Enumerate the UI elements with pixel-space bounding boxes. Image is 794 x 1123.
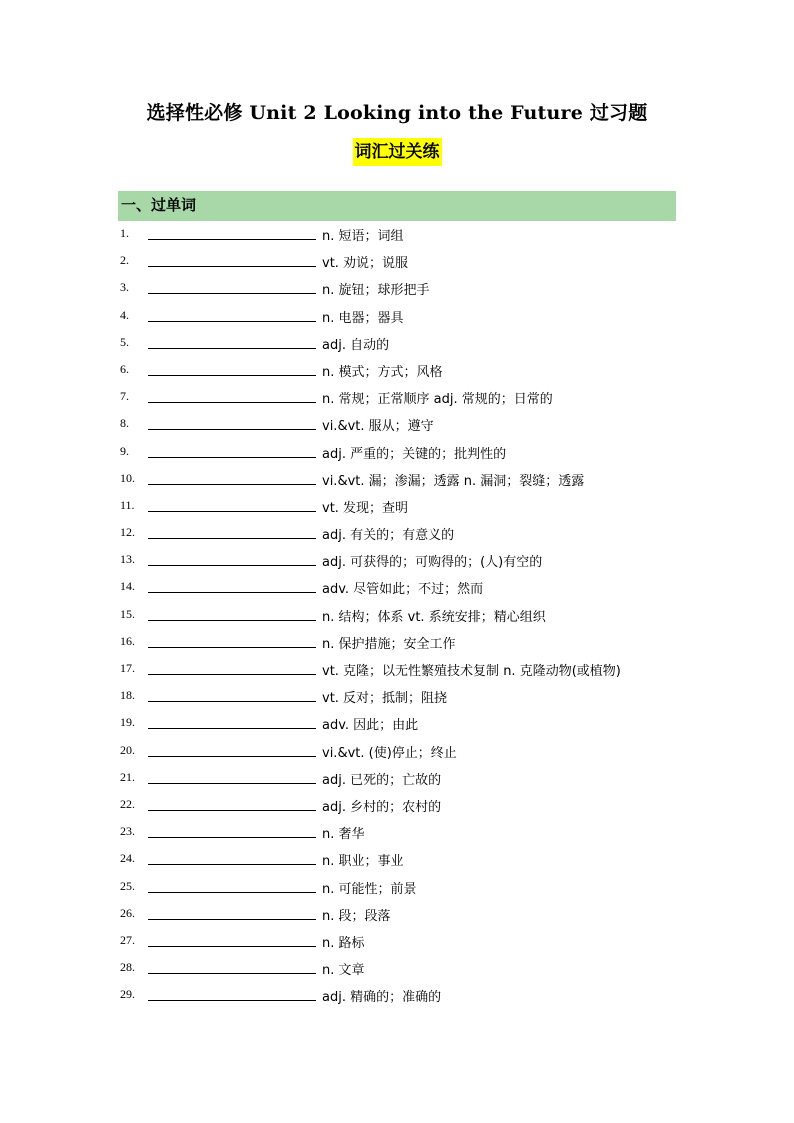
item-definition: n. 旋钮；球形把手 — [322, 283, 430, 299]
answer-blank[interactable] — [148, 552, 316, 566]
vocab-row — [118, 222, 678, 249]
item-definition: adj. 自动的 — [322, 337, 390, 353]
vocab-row — [118, 385, 678, 412]
vocab-row — [118, 521, 678, 548]
vocab-row — [118, 304, 678, 331]
item-number: 14. — [120, 579, 135, 594]
answer-blank[interactable] — [148, 906, 316, 920]
item-number: 2. — [120, 253, 129, 268]
item-number: 21. — [120, 769, 135, 784]
section-header: 一、过单词 — [118, 191, 676, 221]
answer-blank[interactable] — [148, 280, 316, 294]
item-definition: adj. 精确的；准确的 — [322, 990, 442, 1006]
item-number: 15. — [120, 606, 135, 621]
answer-blank[interactable] — [148, 579, 316, 593]
vocab-row — [118, 793, 678, 820]
vocab-row — [118, 575, 678, 602]
answer-blank[interactable] — [148, 498, 316, 512]
answer-blank[interactable] — [148, 715, 316, 729]
vocab-row — [118, 902, 678, 929]
vocab-row — [118, 467, 678, 494]
answer-blank[interactable] — [148, 471, 316, 485]
item-number: 25. — [120, 878, 135, 893]
item-definition: vt. 反对；抵制；阻挠 — [322, 691, 448, 707]
item-definition: adj. 严重的；关键的；批判性的 — [322, 446, 507, 462]
item-definition: n. 奢华 — [322, 827, 365, 843]
answer-blank[interactable] — [148, 308, 316, 322]
vocab-row — [118, 820, 678, 847]
vocab-row — [118, 711, 678, 738]
vocab-row — [118, 630, 678, 657]
answer-blank[interactable] — [148, 226, 316, 240]
item-definition: adj. 有关的；有意义的 — [322, 528, 455, 544]
item-number: 17. — [120, 661, 135, 675]
answer-blank[interactable] — [148, 770, 316, 784]
answer-blank[interactable] — [148, 389, 316, 403]
answer-blank[interactable] — [148, 960, 316, 974]
item-number: 9. — [120, 443, 129, 458]
item-number: 18. — [120, 688, 135, 703]
item-definition: adj. 已死的；亡故的 — [322, 772, 442, 788]
item-definition: adv. 尽管如此；不过；然而 — [322, 582, 484, 598]
item-definition: n. 电器；器具 — [322, 310, 404, 326]
item-number: 16. — [120, 633, 135, 648]
item-definition: n. 职业；事业 — [322, 854, 404, 870]
vocab-row — [118, 983, 678, 1010]
item-number: 23. — [120, 824, 135, 839]
item-number: 6. — [120, 361, 129, 376]
vocab-row — [118, 657, 678, 684]
item-number: 13. — [120, 552, 135, 567]
answer-blank[interactable] — [148, 362, 316, 376]
item-number: 8. — [120, 416, 129, 431]
item-number: 22. — [120, 796, 135, 811]
item-number: 28. — [120, 960, 135, 975]
item-definition: n. 路标 — [322, 935, 365, 951]
vocab-row — [118, 494, 678, 521]
item-number: 20. — [120, 742, 135, 757]
item-definition: adj. 可获得的；可购得的；(人)有空的 — [322, 555, 543, 571]
answer-blank[interactable] — [148, 824, 316, 838]
item-definition: n. 模式；方式；风格 — [322, 364, 443, 380]
item-definition: adv. 因此；由此 — [322, 718, 419, 734]
answer-blank[interactable] — [148, 743, 316, 757]
item-number: 1. — [120, 226, 129, 240]
item-definition: n. 文章 — [322, 963, 365, 979]
item-definition: vt. 克隆；以无性繁殖技术复制 n. 克隆动物(或植物) — [322, 664, 621, 679]
vocab-row — [118, 956, 678, 983]
item-number: 10. — [120, 470, 135, 485]
answer-blank[interactable] — [148, 879, 316, 893]
answer-blank[interactable] — [148, 987, 316, 1001]
item-definition: vi.&vt. 服从；遵守 — [322, 419, 434, 435]
answer-blank[interactable] — [148, 335, 316, 349]
item-number: 4. — [120, 307, 129, 322]
item-definition: n. 保护措施；安全工作 — [322, 636, 456, 652]
answer-blank[interactable] — [148, 797, 316, 811]
vocab-row — [118, 440, 678, 467]
vocab-row — [118, 249, 678, 276]
item-number: 7. — [120, 389, 129, 404]
answer-blank[interactable] — [148, 634, 316, 648]
vocab-list — [118, 222, 678, 1010]
item-number: 26. — [120, 905, 135, 920]
vocab-row — [118, 412, 678, 439]
page-subtitle: 词汇过关练 — [353, 138, 442, 166]
answer-blank[interactable] — [148, 416, 316, 430]
item-number: 5. — [120, 334, 129, 349]
item-number: 12. — [120, 525, 135, 540]
answer-blank[interactable] — [148, 253, 316, 267]
vocab-row — [118, 603, 678, 630]
item-definition: vt. 劝说；说服 — [322, 256, 409, 272]
vocab-row — [118, 739, 678, 766]
vocab-row — [118, 847, 678, 874]
item-number: 19. — [120, 715, 135, 730]
vocab-row — [118, 929, 678, 956]
item-number: 29. — [120, 987, 135, 1002]
answer-blank[interactable] — [148, 607, 316, 621]
item-number: 11. — [120, 497, 135, 512]
item-definition: n. 段；段落 — [322, 908, 391, 924]
item-number: 3. — [120, 280, 129, 295]
item-definition: n. 可能性；前景 — [322, 881, 417, 897]
answer-blank[interactable] — [148, 933, 316, 947]
answer-blank[interactable] — [148, 851, 316, 865]
answer-blank[interactable] — [148, 661, 316, 675]
item-definition: n. 短语；词组 — [322, 229, 404, 244]
vocab-row — [118, 358, 678, 385]
item-definition: vt. 发现；查明 — [322, 500, 409, 516]
page-title: 选择性必修 Unit 2 Looking into the Future 过习题 — [146, 102, 648, 124]
subtitle-container — [0, 138, 794, 166]
item-definition: vi.&vt. 漏；渗漏；透露 n. 漏洞；裂缝；透露 — [322, 473, 585, 489]
answer-blank[interactable] — [148, 688, 316, 702]
vocab-row — [118, 684, 678, 711]
vocab-row — [118, 875, 678, 902]
item-definition: vi.&vt. (使)停止；终止 — [322, 745, 457, 761]
answer-blank[interactable] — [148, 525, 316, 539]
item-definition: n. 常规；正常顺序 adj. 常规的；日常的 — [322, 392, 553, 408]
vocab-row — [118, 331, 678, 358]
item-number: 27. — [120, 932, 135, 947]
item-definition: adj. 乡村的；农村的 — [322, 799, 442, 815]
item-definition: n. 结构；体系 vt. 系统安排；精心组织 — [322, 609, 546, 625]
item-number: 24. — [120, 851, 135, 866]
vocab-row — [118, 548, 678, 575]
vocab-row — [118, 766, 678, 793]
vocab-row — [118, 276, 678, 303]
answer-blank[interactable] — [148, 444, 316, 458]
